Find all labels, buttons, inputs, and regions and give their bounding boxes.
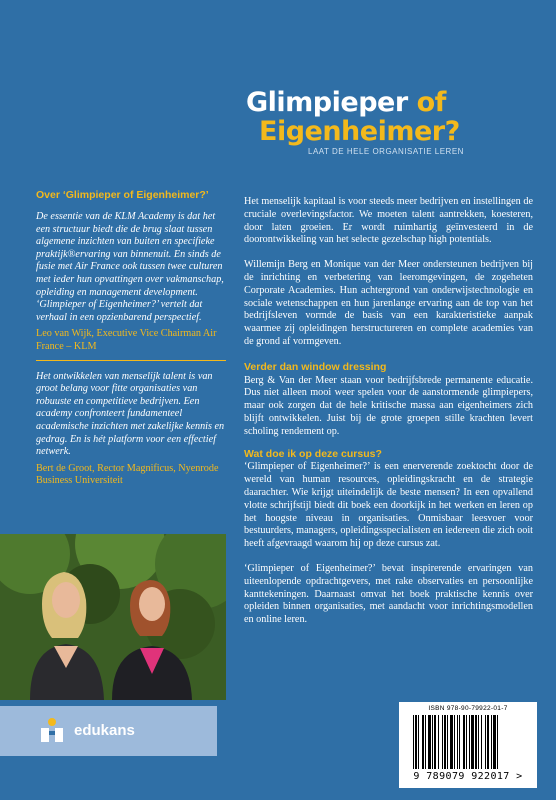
barcode-number: 9 789079 922017 > — [413, 771, 523, 782]
endorsement-author-1: Leo van Wijk, Executive Vice Chairman Air France – KLM — [36, 328, 217, 352]
endorsements-column — [36, 189, 226, 488]
blurb-paragraph-4: ‘Glimpieper of Eigenheimer?’ is een enerverende zoektocht door de wereld van human resources, opleidingskracht en de strategie daarachter. Wie krijgt uiteindelijk de beste mensen? In een opvallend vlotte schrijfstijl biedt dit boek een doorkijk in het werken en leren op het hoogste niveau in organisaties. Onmisbaar leesvoer voor bestuurders, managers, opleidingsspecialisten en iedereen die zich ooit heeft afgevraagd waarom hij op deze cursus zat. — [244, 461, 533, 550]
edukans-logo-icon — [38, 717, 66, 745]
author-photo — [0, 534, 226, 700]
endorsements-heading: Over ‘Glimpieper of Eigenheimer?’ — [36, 189, 209, 201]
blurb-column — [244, 196, 533, 639]
section-heading-1: Verder dan window dressing — [244, 360, 387, 373]
book-subtitle: LAAT DE HELE ORGANISATIE LEREN — [308, 147, 464, 156]
blurb-paragraph-3: Berg & Van der Meer staan voor bedrijfsbrede permanente educatie. Dus niet alleen mooi weer spelen voor de aanstormende glimpiepers, maar ook zorgen dat de hele kritische massa aan eigenheimers zich blijft ontwikkelen. Juist bij de grote groepen stille krachten levert scholing rendement op. — [244, 374, 533, 437]
barcode-bars — [411, 715, 525, 771]
section-heading-2: Wat doe ik op deze cursus? — [244, 447, 382, 460]
title-word-of: of — [416, 87, 446, 118]
title-line-1 — [246, 88, 546, 117]
blurb-paragraph-2: Willemijn Berg en Monique van der Meer ondersteunen bedrijven bij de inrichting en verbetering van leeromgevingen, de zogeheten Corporate Academies. Hun achtergrond van onderwijstechnologie en sociale wetenschappen en hun jarenlange ervaring aan de top van het bedrijfsleven vormde de basis van een karakteristieke aanpak waarmee zij opleidingen herstructureren en complete academies van de grond af vormgeven. — [244, 259, 533, 347]
isbn-label: ISBN 978-90-79922-01-7 — [428, 705, 508, 712]
barcode-panel — [399, 702, 537, 788]
endorsement-quote-1: De essentie van de KLM Academy is dat het een structuur biedt die de brug slaat tussen algemene inzichten van buiten en specifieke praktijk®ervaring van binnenuit. En sinds de fusie met Air France ook tussen twee culturen met ieder hun opvattingen over vakmanschap, opleiding en management development. ‘Glimpieper of Eigenheimer?’ vertelt dat verhaal in een opzienbarend perspectief. — [36, 211, 224, 323]
endorsement-author-2: Bert de Groot, Rector Magnificus, Nyenrode Business Universiteit — [36, 462, 219, 487]
book-title — [246, 88, 546, 156]
publisher-logo-panel — [0, 706, 217, 756]
blurb-paragraph-1: Het menselijk kapitaal is voor steeds meer bedrijven en instellingen de cruciale overlevingsfactor. We moeten talent aantrekken, koesteren, door laten groeien. Er wordt ruimhartig geïnvesteerd in de doorontwikkeling van het selecte gezelschap high potentials. — [244, 196, 533, 246]
title-word-glimpieper: Glimpieper — [246, 87, 408, 118]
author-photo-illustration — [0, 534, 226, 700]
title-line-2: Eigenheimer? — [259, 116, 460, 147]
endorsement-quote-2: Het ontwikkelen van menselijk talent is van groot belang voor fitte organisaties van robuuste en competitieve bedrijven. Een academy confronteert fundamenteel academische inzichten met zakelijke kennis en gedrag. En is hét platform voor een effectief netwerk. — [36, 370, 225, 458]
blurb-paragraph-5: ‘Glimpieper of Eigenheimer?’ bevat inspirerende ervaringen van uiteenlopende opdrachtgevers, met rake observaties en persoonlijke kanttekeningen. Daarnaast omvat het boek praktische kennis over opleiden binnen organisaties, met aandacht voor inrichtingsmodellen en online leren. — [244, 562, 533, 626]
publisher-name: edukans — [74, 722, 135, 739]
divider — [36, 360, 226, 361]
